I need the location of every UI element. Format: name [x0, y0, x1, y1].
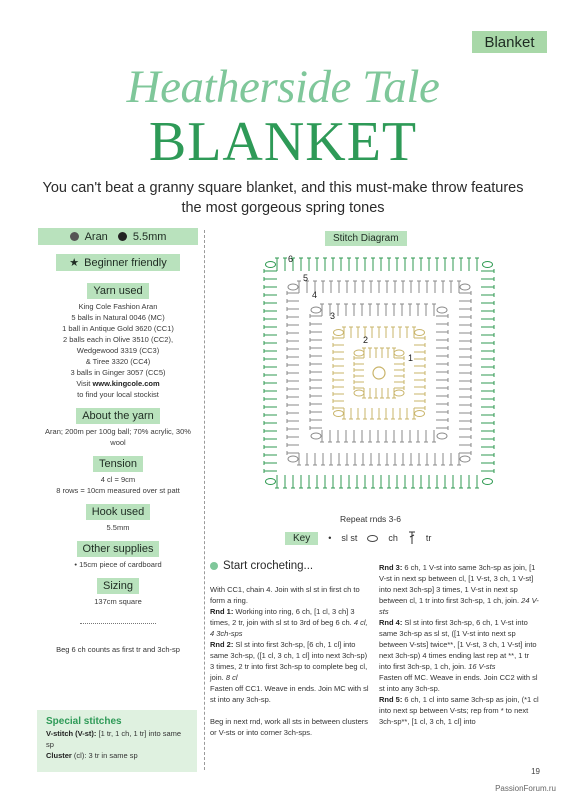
visit-line	[38, 378, 198, 389]
yarn-weight: Aran	[84, 230, 108, 243]
visit-prefix: Visit	[76, 379, 93, 388]
skill-bar	[56, 254, 180, 271]
chain-icon	[367, 535, 378, 542]
instruction-text: 6 ch, 1 V-st into same 3ch-sp as join, [1 V-st in next sp between cl, [1 V-st, 3 ch, 1 V-st] into next 3ch-sp] 3 times, 1 V-st in next sp between cl, 1 tr into first 3ch-sp, 1 ch, join.	[379, 563, 536, 605]
instruction-para	[379, 694, 539, 727]
instruction-para	[379, 617, 539, 672]
yarn-line: 5 balls in Natural 0046 (MC)	[71, 313, 165, 322]
round-label: Rnd 1:	[210, 607, 234, 616]
chain-mark	[437, 307, 447, 313]
instruction-text: Sl st into first 3ch-sp, [6 ch, 1 cl] into same 3ch-sp, ([1 cl, 3 ch, 1 cl] into next 3ch-sp) 3 times, 2 tr into first 3ch-sp to complete beg cl, join.	[210, 640, 368, 682]
instruction-para	[210, 639, 370, 683]
skill-level: Beginner friendly	[84, 256, 167, 269]
round-label: 1	[408, 353, 414, 363]
round-label: Rnd 4:	[379, 618, 403, 627]
stockist-line: to find your local stockist	[77, 390, 159, 399]
chain-mark	[288, 456, 298, 462]
tension-heading: Tension	[93, 456, 143, 472]
cluster-text: (cl): 3 tr in same sp	[71, 751, 138, 760]
tension-line: 4 cl = 9cm	[100, 475, 136, 484]
chain-label: ch	[388, 533, 398, 543]
instruction-text: With CC1, chain 4. Join with sl st in first ch to form a ring.	[210, 585, 360, 605]
chain-mark	[415, 330, 425, 336]
chain-mark	[354, 390, 364, 396]
tension-section	[38, 456, 198, 496]
instruction-text: Working into ring, 6 ch, [1 cl, 3 ch] 3 times, 2 tr, join with sl st to 3rd of beg 6 ch.	[210, 607, 355, 627]
round-label: Rnd 5:	[379, 695, 403, 704]
chain-mark	[483, 262, 493, 268]
instruction-text: 6 ch, 1 cl into same 3ch-sp as join, (*1 cl into next sp between V-sts; rep from * to next 3ch-sp**, [1 cl, 3 ch, 1 cl] into	[379, 695, 539, 726]
stitch-diagram	[248, 248, 510, 498]
key-heading: Key	[285, 532, 318, 545]
vstitch-def	[46, 728, 188, 750]
treble-label: tr	[425, 533, 432, 543]
round-label: Rnd 3:	[379, 563, 403, 572]
section-tag: Blanket	[472, 31, 547, 53]
intro-text: You can't beat a granny square blanket, and this must-make throw features the most gorgeous spring tones	[42, 180, 524, 216]
diagram-caption: Repeat rnds 3-6	[340, 514, 401, 524]
stitch-count: 8 cl	[223, 673, 238, 682]
sizing-text: 137cm square	[94, 597, 142, 606]
chain-mark	[334, 330, 344, 336]
chain-mark	[460, 284, 470, 290]
chain-mark	[266, 262, 276, 268]
round-label: Rnd 2:	[210, 640, 234, 649]
chain-mark	[311, 433, 321, 439]
instruction-para	[379, 672, 539, 694]
about-yarn-heading: About the yarn	[76, 408, 160, 424]
hook-used-text: 5.5mm	[106, 523, 130, 532]
slst-label: sl st	[341, 533, 358, 543]
instruction-para	[210, 584, 370, 606]
about-yarn-text: Aran; 200m per 100g ball; 70% acrylic, 30% wool	[45, 427, 191, 447]
instructions-col1	[210, 584, 370, 738]
chain-mark	[415, 411, 425, 417]
instruction-text: Beg in next rnd, work all sts in between clusters or V-sts or into corner 3ch-sps.	[210, 717, 368, 737]
yarn-line: 2 balls each in Olive 3510 (CC2),	[62, 335, 174, 344]
yarn-used-heading: Yarn used	[87, 283, 148, 299]
round-label: 4	[312, 290, 318, 300]
chain-mark	[266, 479, 276, 485]
column-separator	[204, 230, 205, 770]
chain-mark	[394, 390, 404, 396]
yarn-ball-icon	[70, 232, 79, 241]
chain-mark	[311, 307, 321, 313]
beg-note: Beg 6 ch counts as first tr and 3ch-sp	[56, 645, 180, 654]
supplier-link[interactable]: www.kingcole.com	[92, 379, 160, 388]
hook-size: 5.5mm	[132, 230, 167, 243]
instruction-para	[379, 562, 539, 617]
instruction-para	[210, 606, 370, 639]
hook-used-heading: Hook used	[86, 504, 151, 520]
sizing-section	[38, 578, 198, 607]
title-main: BLANKET	[148, 111, 418, 173]
vstitch-term: V-stitch (V-st):	[46, 729, 97, 738]
round-label: 5	[303, 273, 309, 283]
yarn-line: 1 ball in Antique Gold 3620 (CC1)	[62, 324, 174, 333]
divider	[80, 623, 156, 624]
cluster-def	[46, 750, 188, 761]
yarn-line: & Tiree 3320 (CC4)	[85, 357, 151, 366]
vstitch-text: [1 tr, 1 ch, 1 tr] into same sp	[46, 729, 182, 749]
left-column	[38, 228, 198, 607]
tension-text	[38, 474, 198, 496]
special-stitches-content	[37, 710, 197, 767]
other-supplies-section	[38, 541, 198, 570]
sizing-heading: Sizing	[97, 578, 139, 594]
yarn-line: King Cole Fashion Aran	[78, 302, 158, 311]
yarn-line: 3 balls in Ginger 3057 (CC5)	[70, 368, 166, 377]
instruction-para	[210, 683, 370, 705]
cluster-term: Cluster	[46, 751, 72, 760]
instruction-text: Sl st into first 3ch-sp, 6 ch, 1 V-st into same 3ch-sp as sl st, ([1 V-st into next sp between V-sts] twice**, [1 V-st, 3 ch, 1 V-st] into next 3ch-sp) 4 times ending last rep at **, 1 tr into first 3ch-sp, 1 ch, join.	[379, 618, 537, 671]
about-yarn-section	[38, 408, 198, 448]
round-label: 6	[288, 254, 294, 264]
chain-mark	[354, 350, 364, 356]
yarn-used-section	[38, 283, 198, 400]
chain-mark	[437, 433, 447, 439]
stitch-count: 24 V-sts	[379, 596, 539, 616]
chain-mark	[334, 411, 344, 417]
key-legend	[285, 531, 431, 545]
chain-mark	[483, 479, 493, 485]
instruction-text: Fasten off CC1. Weave in ends. Join MC with sl st into any 3ch-sp.	[210, 684, 369, 704]
yarn-hook-bar	[38, 228, 198, 245]
round-label: 2	[363, 335, 369, 345]
yarn-line: Wedgewood 3319 (CC3)	[76, 346, 160, 355]
chain-mark	[394, 350, 404, 356]
star-icon: ★	[69, 257, 80, 269]
round-label: 3	[330, 311, 336, 321]
stitch-count: 4 cl, 4 3ch-sps	[210, 618, 368, 638]
instruction-text: Fasten off MC. Weave in ends. Join CC2 with sl st into any 3ch-sp.	[379, 673, 538, 693]
start-heading: Start crocheting...	[223, 560, 314, 572]
start-heading-row	[210, 560, 313, 572]
hook-icon	[118, 232, 127, 241]
special-stitches-heading: Special stitches	[46, 716, 122, 727]
instruction-para	[210, 716, 370, 738]
chain-mark	[288, 284, 298, 290]
hook-used-section	[38, 504, 198, 533]
treble-icon	[408, 531, 416, 545]
foundation-ring	[373, 367, 385, 379]
yarn-used-list	[38, 301, 198, 400]
special-stitches-box	[37, 710, 197, 772]
stitch-diagram-heading: Stitch Diagram	[325, 231, 407, 246]
title-script: Heatherside Tale	[126, 61, 440, 113]
tension-line: 8 rows = 10cm measured over st patt	[56, 486, 180, 495]
slst-symbol: •	[328, 533, 332, 543]
stitch-count: 16 V-sts	[466, 662, 496, 671]
chain-mark	[460, 456, 470, 462]
page-number: 19	[531, 767, 540, 776]
watermark: PassionForum.ru	[495, 784, 556, 793]
other-supplies-heading: Other supplies	[77, 541, 160, 557]
other-supplies-text: • 15cm piece of cardboard	[74, 560, 162, 569]
bullet-icon	[210, 562, 218, 570]
instructions-col2	[379, 562, 539, 727]
